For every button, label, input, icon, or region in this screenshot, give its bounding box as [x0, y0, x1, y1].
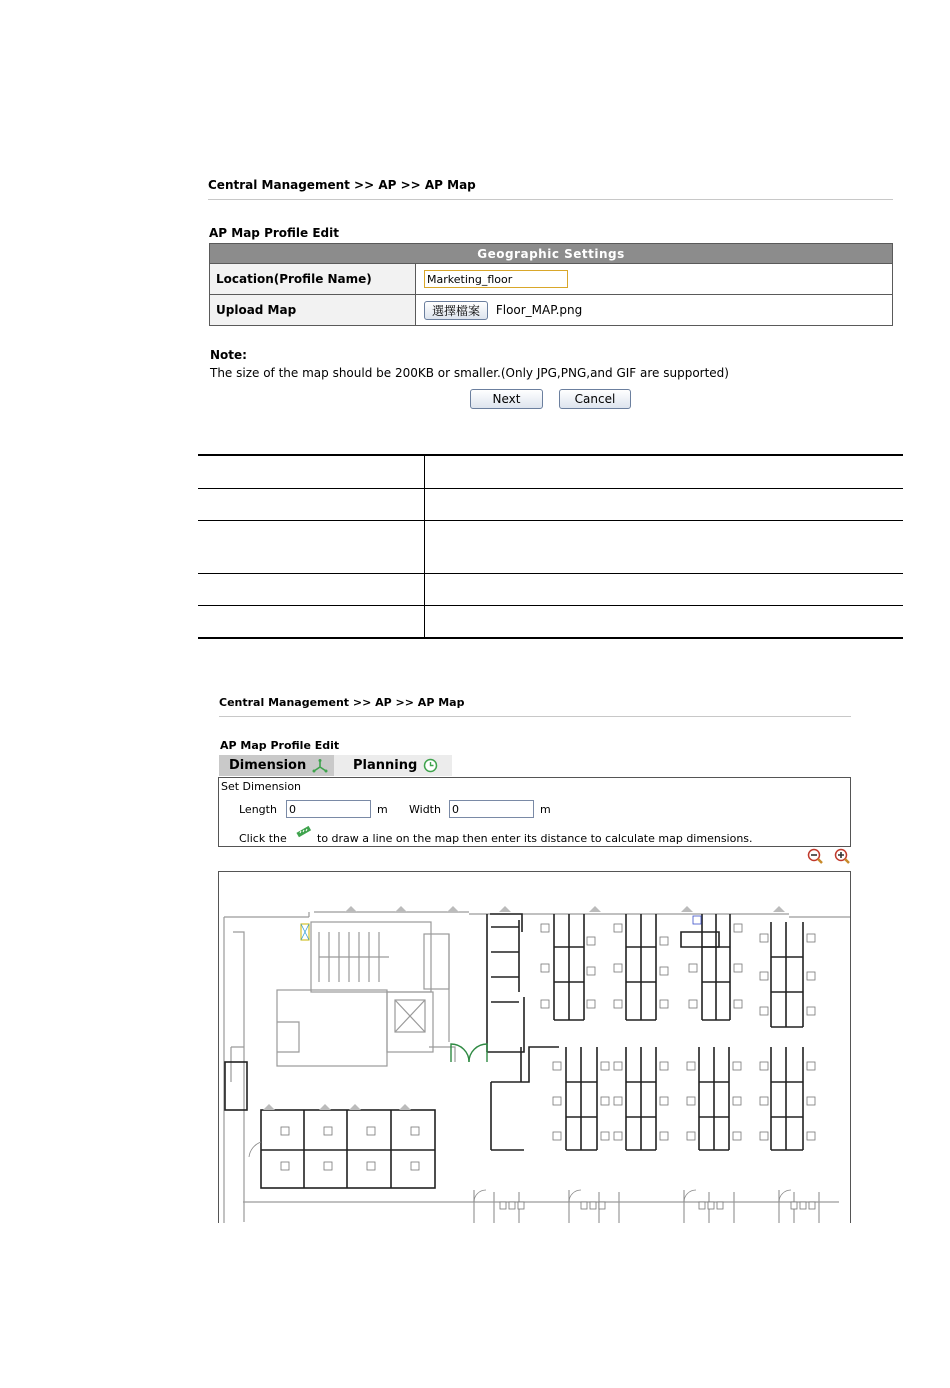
table-rule [198, 520, 903, 521]
location-cell [416, 264, 893, 295]
page-title: AP Map Profile Edit [209, 226, 339, 240]
table-header: Geographic Settings [210, 244, 893, 264]
width-label: Width [409, 803, 441, 816]
profile-name-input[interactable] [424, 270, 568, 288]
width-unit: m [540, 803, 551, 816]
choose-file-button[interactable]: 選擇檔案 [424, 301, 488, 320]
cancel-button[interactable]: Cancel [559, 389, 631, 409]
length-unit: m [377, 803, 388, 816]
tab-dimension-label: Dimension [229, 758, 307, 773]
note-title: Note: [210, 348, 247, 362]
tab-planning-label: Planning [353, 758, 418, 773]
breadcrumb: Central Management >> AP >> AP Map [208, 178, 476, 192]
breadcrumb-2: Central Management >> AP >> AP Map [219, 696, 465, 709]
set-dimension-title: Set Dimension [221, 780, 302, 793]
dimension-icon [312, 759, 328, 773]
upload-map-label: Upload Map [210, 295, 416, 326]
table-rule [198, 605, 903, 606]
table-rule [198, 637, 903, 639]
tab-planning[interactable] [334, 755, 452, 776]
table-rule [198, 454, 903, 456]
table-rule [198, 573, 903, 574]
next-button[interactable]: Next [470, 389, 543, 409]
note-text: The size of the map should be 200KB or smaller.(Only JPG,PNG,and GIF are supported) [210, 366, 729, 380]
length-label: Length [239, 803, 277, 816]
hint-text-before: Click the [239, 832, 287, 845]
geographic-settings-table [209, 243, 893, 326]
table-rule [198, 488, 903, 489]
hint-text-after: to draw a line on the map then enter its distance to calculate map dimensions. [317, 832, 753, 845]
floor-plan-drawing [219, 872, 851, 1223]
upload-map-cell [416, 295, 893, 326]
tab-dimension[interactable] [219, 755, 334, 776]
breadcrumb-divider-2 [219, 716, 851, 717]
file-name: Floor_MAP.png [495, 303, 583, 317]
set-dimension-panel [218, 777, 851, 847]
clock-icon [423, 758, 438, 773]
breadcrumb-divider [208, 199, 893, 200]
zoom-in-icon[interactable] [834, 848, 850, 864]
width-input[interactable] [449, 800, 534, 818]
ruler-icon[interactable] [296, 825, 312, 839]
floor-plan-map[interactable] [218, 871, 851, 1223]
table-column-rule [424, 455, 425, 638]
location-label: Location(Profile Name) [210, 264, 416, 295]
page-title-2: AP Map Profile Edit [220, 739, 340, 752]
zoom-out-icon[interactable] [807, 848, 823, 864]
length-input[interactable] [286, 800, 371, 818]
